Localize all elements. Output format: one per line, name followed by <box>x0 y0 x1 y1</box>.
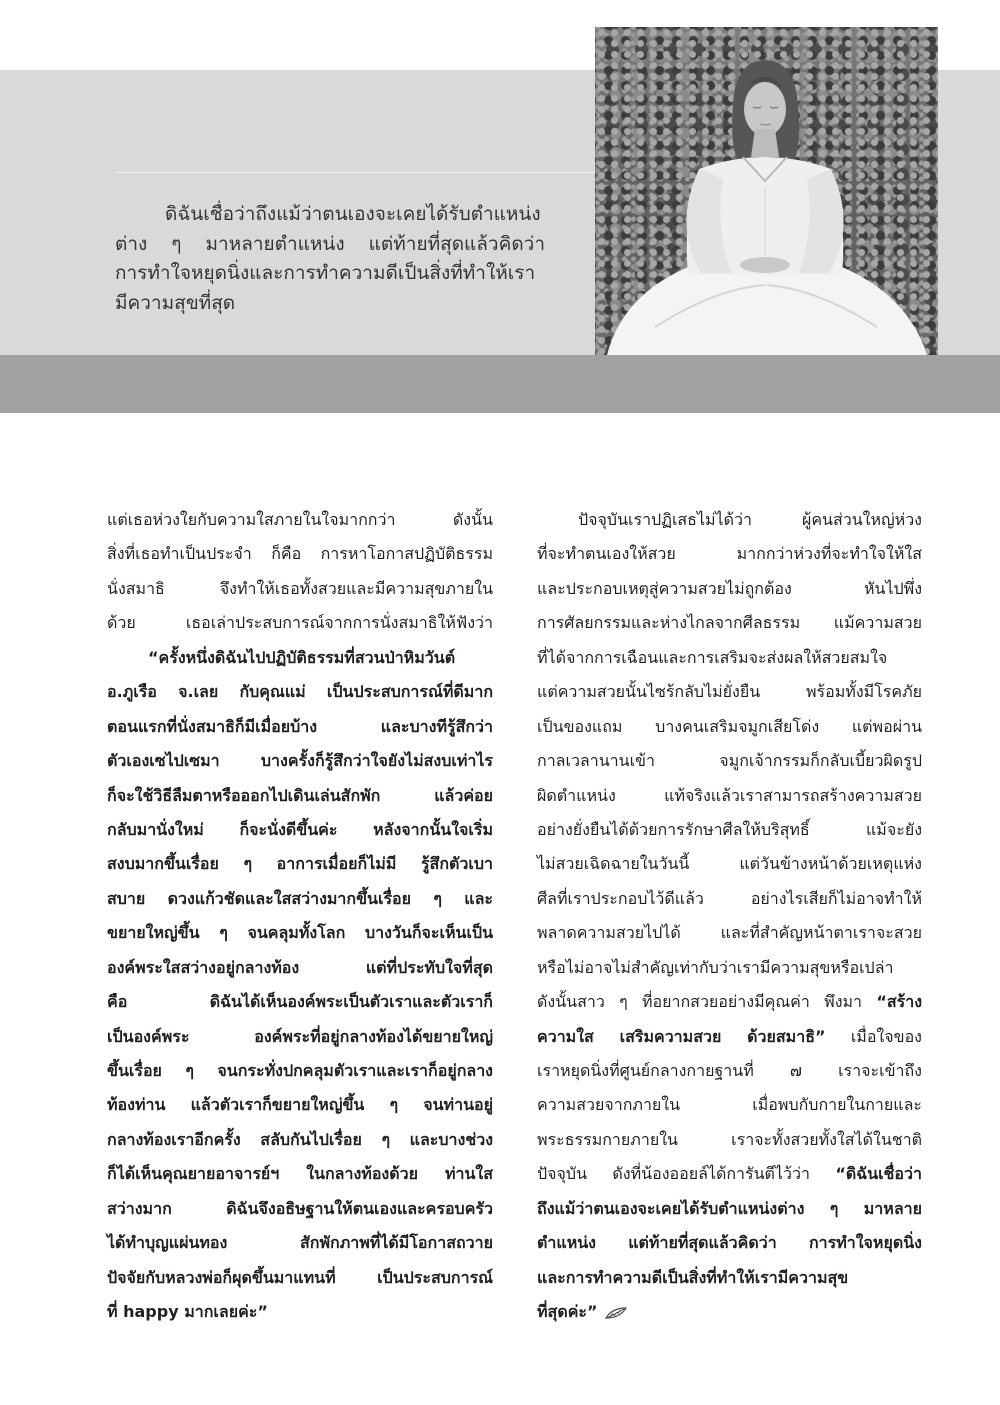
body-line: และประกอบเหตุสู่ความสวยไม่ถูกต้อง หันไปพึ่ง <box>537 578 922 598</box>
body-line: สงบมากขึ้นเรื่อย ๆ อาการเมื่อยก็ไม่มี รู้สึกตัวเบา <box>107 854 493 874</box>
body-text-plain: ดังนั้นสาว ๆ ที่อยากสวยอย่างมีคุณค่า พึงมา <box>537 992 877 1012</box>
body-line: นั่งสมาธิ จึงทำให้เธอทั้งสวยและมีความสุขภายใน <box>107 578 493 598</box>
body-text-plain: เมื่อใจของ <box>825 1026 922 1046</box>
body-line: การศัลยกรรมและห่างไกลจากศีลธรรม แม้ความสวย <box>537 613 922 633</box>
body-line: กลางท้องเราอีกครั้ง สลับกันไปเรื่อย ๆ และบางช่วง <box>107 1129 493 1149</box>
body-line: แต่ความสวยนั้นไซร้กลับไม่ยั่งยืน พร้อมทั้งมีโรคภัย <box>537 682 922 702</box>
body-line: กาลเวลานานเข้า จมูกเจ้ากรรมก็กลับเบี้ยวผิดรูป <box>537 751 922 771</box>
leaf-ornament-icon <box>604 1306 628 1320</box>
body-line: ปัจจัยกับหลวงพ่อก็ผุดขึ้นมาแทนที่ เป็นประสบการณ์ <box>107 1267 493 1287</box>
body-line: เป็นองค์พระ องค์พระที่อยู่กลางท้องได้ขยายใหญ่ <box>107 1026 493 1046</box>
body-line: ตัวเองเซไปเซมา บางครั้งก็รู้สึกว่าใจยังไม่สงบเท่าไร <box>107 751 493 771</box>
body-line: ได้ทำบุญแผ่นทอง สักพักภาพที่ได้มีโอกาสถวาย <box>107 1233 493 1253</box>
body-line: อ.ภูเรือ จ.เลย กับคุณแม่ เป็นประสบการณ์ที่ดีมาก <box>107 682 493 702</box>
body-line: สว่างมาก ดิฉันจึงอธิษฐานให้ตนเองและครอบครัว <box>107 1198 493 1218</box>
figure-neck <box>751 129 779 157</box>
body-line: ท้องท่าน แล้วตัวเราก็ขยายใหญ่ขึ้น ๆ จนท่านอยู่ <box>107 1095 493 1115</box>
body-line: ขยายใหญ่ขึ้น ๆ จนคลุมทั้งโลก บางวันก็จะเห็นเป็น <box>107 923 493 943</box>
body-line: ไม่สวยเฉิดฉายในวันนี้ แต่วันข้างหน้าด้วยเหตุแห่ง <box>537 854 922 874</box>
pull-quote <box>115 200 545 318</box>
body-line: กลับมานั่งใหม่ ก็จะนั่งดีขึ้นค่ะ หลังจากนั้นใจเริ่ม <box>107 819 493 839</box>
body-line: อย่างยั่งยืนได้ด้วยการรักษาศีลให้บริสุทธิ์ แม้จะยัง <box>537 819 922 839</box>
body-line: ด้วย เธอเล่าประสบการณ์จากการนั่งสมาธิให้ฟังว่า <box>107 613 493 633</box>
body-line: และการทำความดีเป็นสิ่งที่ทำให้เรามีความสุข <box>537 1267 849 1287</box>
photo-figure <box>595 27 938 355</box>
body-line: คือ ดิฉันได้เห็นองค์พระเป็นตัวเราและตัวเราก็ <box>107 992 493 1012</box>
body-line: ตอนแรกที่นั่งสมาธิก็มีเมื่อยบ้าง และบางทีรู้สึกว่า <box>107 716 493 736</box>
pull-quote-line: การทำใจหยุดนิ่งและการทำความดีเป็นสิ่งที่ทำให้เรา <box>115 262 536 284</box>
body-line: เป็นของแถม บางคนเสริมจมูกเสียโด่ง แต่พอผ่าน <box>537 716 922 736</box>
body-line: สิ่งที่เธอทำเป็นประจำ ก็คือ การหาโอกาสปฏิบัติธรรม <box>107 544 493 564</box>
right-text-column <box>537 503 922 1330</box>
pull-quote-line: ต่าง ๆ มาหลายตำแหน่ง แต่ท้ายที่สุดแล้วคิดว่า <box>115 232 545 255</box>
body-line: องค์พระใสสว่างอยู่กลางท้อง แต่ที่ประทับใจที่สุด <box>107 957 493 977</box>
body-text-bold: ความใส เสริมความสวย ด้วยสมาธิ” <box>537 1026 826 1046</box>
quote-divider-line <box>115 172 595 173</box>
body-line: ผิดตำแหน่ง แท้จริงแล้วเราสามารถสร้างความสวย <box>537 785 922 805</box>
body-line: สบาย ดวงแก้วชัดและใสสว่างมากขึ้นเรื่อย ๆ และ <box>107 888 493 908</box>
body-line: ความสวยจากภายใน เมื่อพบกับกายในกายและ <box>537 1095 922 1115</box>
body-line: ปัจจุบันเราปฏิเสธไม่ได้ว่า ผู้คนส่วนใหญ่ห่วง <box>578 510 922 529</box>
body-line: พระธรรมกายภายใน เราจะทั้งสวยทั้งใสได้ในชาติ <box>537 1129 922 1149</box>
body-line: ที่ happy มากเลยค่ะ” <box>107 1302 268 1322</box>
body-line: ถึงแม้ว่าตนเองจะเคยได้รับตำแหน่งต่าง ๆ มาหลาย <box>537 1198 922 1218</box>
pull-quote-line: มีความสุขที่สุด <box>115 291 236 314</box>
body-line: แต่เธอห่วงใยกับความใสภายในใจมากกว่า ดังนั้น <box>107 510 493 529</box>
figure-hands <box>740 257 790 273</box>
body-line <box>537 1295 922 1329</box>
header-band-dark <box>0 355 1000 413</box>
body-line: เราหยุดนิ่งที่ศูนย์กลางกายฐานที่ ๗ เราจะเข้าถึง <box>537 1061 922 1080</box>
body-line: ก็จะใช้วิธีลืมตาหรือออกไปเดินเล่นสักพัก แล้วค่อย <box>107 785 493 805</box>
body-line: ตำแหน่ง แต่ท้ายที่สุดแล้วคิดว่า การทำใจหยุดนิ่ง <box>537 1233 922 1253</box>
body-line: ที่ได้จากการเฉือนและการเสริมจะส่งผลให้สวยสมใจ <box>537 647 888 667</box>
pull-quote-line: ดิฉันเชื่อว่าถึงแม้ว่าตนเองจะเคยได้รับตำแหน่ง <box>165 203 541 225</box>
body-text-bold: “ดิฉันเชื่อว่า <box>835 1164 922 1184</box>
left-text-column <box>107 503 493 1330</box>
figure-face <box>744 82 786 136</box>
body-line <box>537 1157 922 1191</box>
body-line <box>537 985 922 1019</box>
body-line: ก็ได้เห็นคุณยายอาจารย์ฯ ในกลางท้องด้วย ท่านใส <box>107 1164 493 1184</box>
body-line: หรือไม่อาจไม่สำคัญเท่ากับว่าเรามีความสุขหรือเปล่า <box>537 957 894 977</box>
body-text-bold: ที่สุดค่ะ” <box>537 1302 598 1322</box>
body-text-plain: ปัจจุบัน ดังที่น้องออยล์ได้การันตีไว้ว่า <box>537 1164 836 1184</box>
figure-lap <box>607 265 927 355</box>
body-line: “ครั้งหนึ่งดิฉันไปปฏิบัติธรรมที่สวนป่าหิมวันต์ <box>148 647 456 667</box>
body-line: พลาดความสวยไปได้ และที่สำคัญหน้าตาเราจะสวย <box>537 923 922 943</box>
meditating-woman-photo <box>595 27 938 355</box>
body-line: ศีลที่เราประกอบไว้ดีแล้ว อย่างไรเสียก็ไม่อาจทำให้ <box>537 888 922 908</box>
body-line: ขึ้นเรื่อย ๆ จนกระทั่งปกคลุมตัวเราและเราก็อยู่กลาง <box>107 1061 493 1080</box>
body-text-bold: “สร้าง <box>876 992 922 1012</box>
body-line <box>537 1020 922 1054</box>
body-line: ที่จะทำตนเองให้สวย มากกว่าห่วงที่จะทำใจให้ใส <box>537 544 922 564</box>
